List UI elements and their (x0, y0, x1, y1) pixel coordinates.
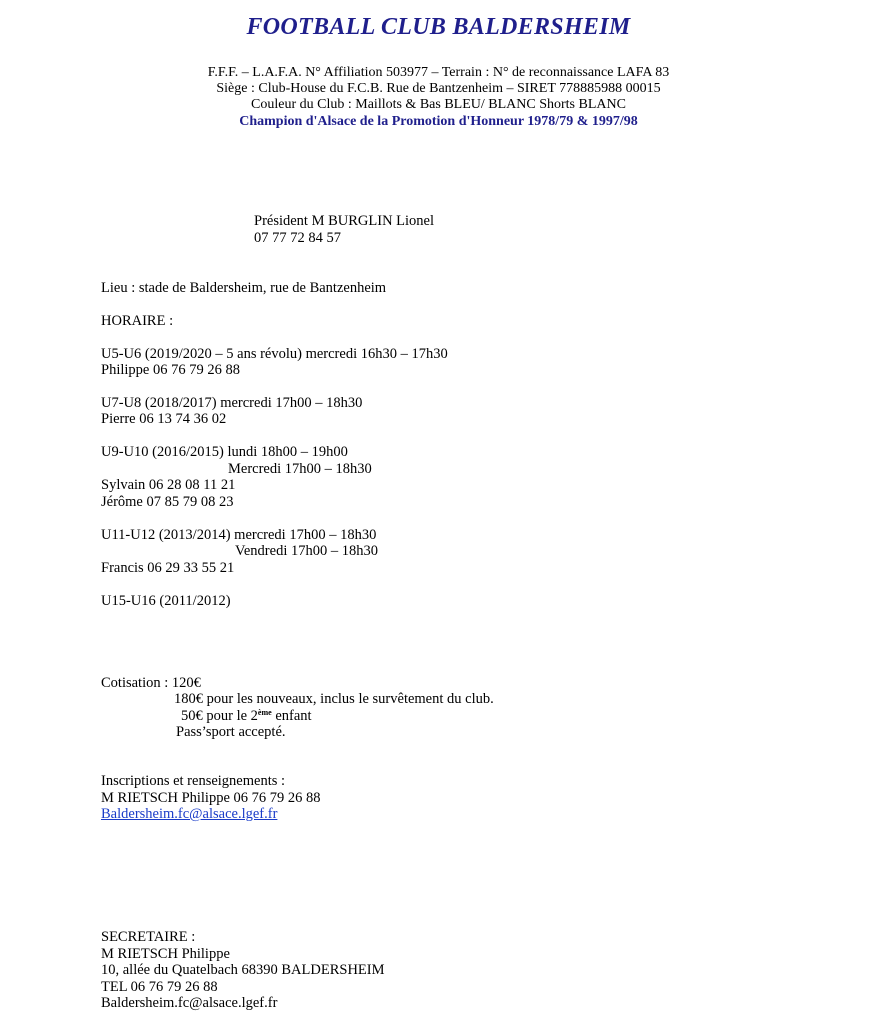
secretaire-name: M RIETSCH Philippe (101, 946, 230, 962)
colors-line: Couleur du Club : Maillots & Bas BLEU/ BLANC Shorts BLANC (251, 97, 626, 112)
cotisation-line-3-suffix: enfant (271, 708, 312, 724)
u11-contact: Francis 06 29 33 55 21 (101, 560, 235, 576)
u9-schedule: U9-U10 (2016/2015) lundi 18h00 – 19h00 (101, 444, 348, 460)
cotisation-line-3-sup: ème (257, 708, 272, 717)
secretaire-email: Baldersheim.fc@alsace.lgef.fr (101, 995, 278, 1011)
club-title: FOOTBALL CLUB BALDERSHEIM (246, 14, 631, 40)
secretaire-address: 10, allée du Quatelbach 68390 BALDERSHEIM (101, 962, 385, 978)
u9-schedule-2: Mercredi 17h00 – 18h30 (228, 461, 372, 477)
affiliation-line: F.F.F. – L.A.F.A. N° Affiliation 503977 – Terrain : N° de reconnaissance LAFA 83 (207, 65, 670, 80)
u11-schedule-2: Vendredi 17h00 – 18h30 (235, 543, 378, 559)
u7-schedule: U7-U8 (2018/2017) mercredi 17h00 – 18h30 (101, 395, 363, 411)
inscriptions-label: Inscriptions et renseignements : (101, 773, 286, 789)
u9-contact: Sylvain 06 28 08 11 21 (101, 477, 236, 493)
u11-schedule: U11-U12 (2013/2014) mercredi 17h00 – 18h30 (101, 527, 377, 543)
cotisation-line-4: Pass’sport accepté. (176, 724, 286, 740)
president-phone: 07 77 72 84 57 (254, 230, 341, 246)
inscriptions-contact: M RIETSCH Philippe 06 76 79 26 88 (101, 790, 321, 806)
siege-line: Siège : Club-House du F.C.B. Rue de Bantzenheim – SIRET 778885988 00015 (216, 81, 661, 96)
lieu-text: Lieu : stade de Baldersheim, rue de Bantzenheim (101, 280, 387, 296)
cotisation-line-2: 180€ pour les nouveaux, inclus le survêtement du club. (174, 691, 494, 707)
u15-schedule: U15-U16 (2011/2012) (101, 593, 231, 609)
cotisation-line-1: Cotisation : 120€ (101, 675, 201, 691)
secretaire-label: SECRETAIRE : (101, 929, 196, 945)
u5-schedule: U5-U6 (2019/2020 – 5 ans révolu) mercredi 16h30 – 17h30 (101, 346, 448, 362)
cotisation-line-3-prefix: 50€ pour le 2 (181, 708, 258, 724)
cotisation-line-3 (181, 708, 312, 725)
inscriptions-email-link[interactable]: Baldersheim.fc@alsace.lgef.fr (101, 806, 278, 822)
secretaire-tel: TEL 06 76 79 26 88 (101, 979, 218, 995)
u9-contact-2: Jérôme 07 85 79 08 23 (101, 494, 234, 510)
champion-line: Champion d'Alsace de la Promotion d'Honneur 1978/79 & 1997/98 (239, 114, 638, 129)
horaire-label: HORAIRE : (101, 313, 174, 329)
u7-contact: Pierre 06 13 74 36 02 (101, 411, 227, 427)
u5-contact: Philippe 06 76 79 26 88 (101, 362, 240, 378)
president-name: Président M BURGLIN Lionel (254, 213, 435, 229)
